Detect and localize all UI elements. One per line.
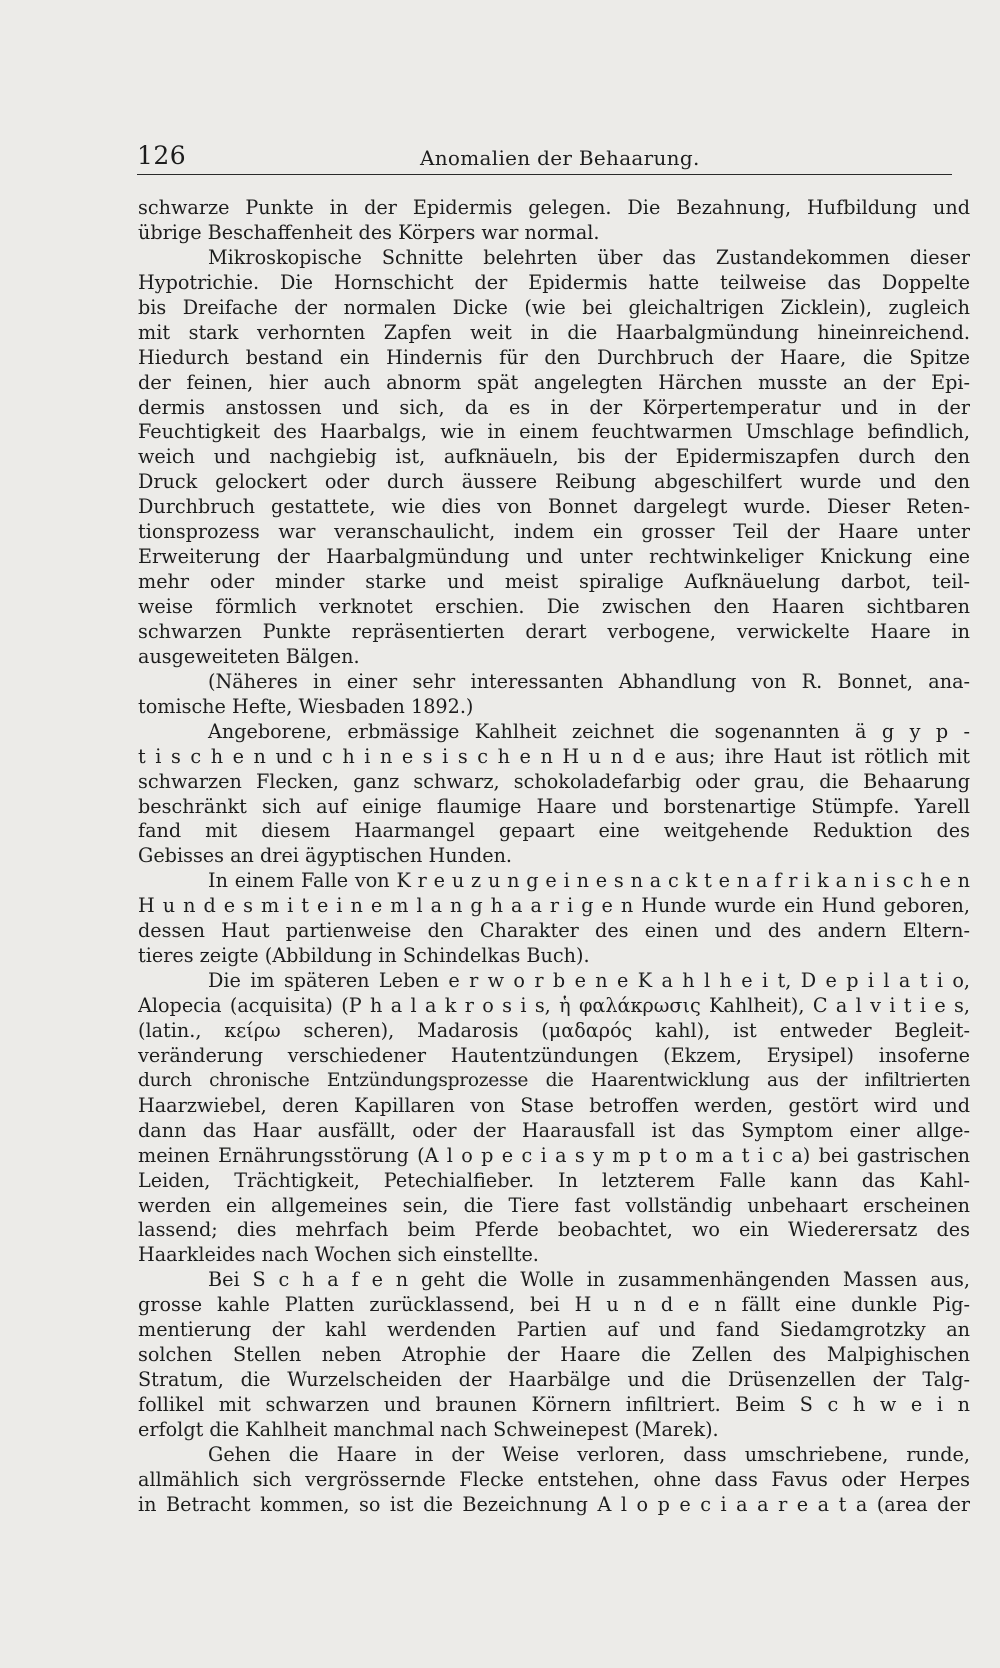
text-line: Gehen die Haare in der Weise verloren, dass umschriebene, runde, [208, 1442, 970, 1466]
text-line: grosse kahle Platten zurücklassend, bei H u n d e n fällt eine dunkle Pig- [138, 1293, 970, 1317]
text-line: Gebisses an drei ägyptischen Hunden. [138, 844, 513, 868]
text-line: Die im späteren Leben e r w o r b e n e K a h l h e i t, D e p i l a t i o, [208, 969, 970, 993]
text-line: solchen Stellen neben Atrophie der Haare die Zellen des Malpighischen [138, 1343, 970, 1367]
text-line: schwarzen Punkte repräsentierten derart verbogene, verwickelte Haare in [138, 619, 970, 643]
text-line: Mikroskopische Schnitte belehrten über das Zustandekommen dieser [208, 245, 970, 269]
text-line: (Näheres in einer sehr interessanten Abhandlung von R. Bonnet, ana- [208, 669, 970, 693]
text-line: beschränkt sich auf einige flaumige Haare und borstenartige Stümpfe. Yarell [138, 794, 970, 818]
text-line: Haarkleides nach Wochen sich einstellte. [138, 1243, 539, 1267]
text-line: werden ein allgemeines sein, die Tiere fast vollständig unbehaart erscheinen [138, 1193, 970, 1217]
text-line: Hypotrichie. Die Hornschicht der Epidermis hatte teilweise das Doppelte [138, 270, 970, 294]
text-line: dermis anstossen und sich, da es in der Körpertemperatur und in der [138, 395, 970, 419]
running-title: Anomalien der Behaarung. [420, 146, 700, 170]
text-line: schwarze Punkte in der Epidermis gelegen. Die Bezahnung, Hufbildung und [138, 196, 970, 219]
text-line: veränderung verschiedener Hautentzündungen (Ekzem, Erysipel) insoferne [138, 1043, 970, 1067]
text-line: (latin., κείρω scheren), Madarosis (μαδαρός kahl), ist entweder Begleit- [138, 1018, 970, 1042]
text-line: t i s c h e n und c h i n e s i s c h e n H u n d e aus; ihre Haut ist rötlich mit [138, 744, 970, 768]
text-line: Angeborene, erbmässige Kahlheit zeichnet die sogenannten ä g y p - [208, 719, 970, 743]
text-line: allmählich sich vergrössernde Flecke entstehen, ohne dass Favus oder Herpes [138, 1467, 970, 1491]
text-line: Feuchtigkeit des Haarbalgs, wie in einem feuchtwarmen Umschlage befindlich, [138, 420, 970, 444]
text-line: tomische Hefte, Wiesbaden 1892.) [138, 694, 474, 718]
text-line: Durchbruch gestattete, wie dies von Bonnet dargelegt wurde. Dieser Reten- [138, 495, 970, 519]
text-line: H u n d e s m i t e i n e m l a n g h a a r i g e n Hunde wurde ein Hund geboren, [138, 894, 970, 918]
text-line: In einem Falle von K r e u z u n g e i n e s n a c k t e n a f r i k a n i s c h e n [208, 869, 970, 893]
text-line: der feinen, hier auch abnorm spät angelegten Härchen musste an der Epi- [138, 370, 970, 394]
text-line: Leiden, Trächtigkeit, Petechialfieber. In letzterem Falle kann das Kahl- [138, 1168, 970, 1192]
text-line: dann das Haar ausfällt, oder der Haarausfall ist das Symptom einer allge- [138, 1118, 970, 1142]
text-line: fand mit diesem Haarmangel gepaart eine weitgehende Reduktion des [138, 819, 970, 843]
text-line: durch chronische Entzündungsprozesse die Haarentwicklung aus der infiltrierten [138, 1069, 970, 1091]
text-line: tieres zeigte (Abbildung in Schindelkas Buch). [138, 944, 590, 968]
text-line: Stratum, die Wurzelscheiden der Haarbälge und die Drüsenzellen der Talg- [138, 1368, 970, 1392]
text-line: mit stark verhornten Zapfen weit in die Haarbalgmündung hineinreichend. [138, 320, 970, 344]
text-line: Haarzwiebel, deren Kapillaren von Stase betroffen werden, gestört wird und [138, 1093, 970, 1117]
text-line: mehr oder minder starke und meist spiralige Aufknäuelung darbot, teil- [138, 570, 970, 594]
text-line: ausgeweiteten Bälgen. [138, 644, 360, 668]
body-text [138, 196, 970, 1518]
text-line: meinen Ernährungsstörung (A l o p e c i a s y m p t o m a t i c a) bei gastrischen [138, 1143, 970, 1167]
text-line: Erweiterung der Haarbalgmündung und unter rechtwinkeliger Knickung eine [138, 545, 970, 569]
text-line: weich und nachgiebig ist, aufknäueln, bis der Epidermiszapfen durch den [138, 445, 970, 469]
text-line: Druck gelockert oder durch äussere Reibung abgeschilfert wurde und den [138, 470, 970, 494]
page-number: 126 [137, 141, 187, 170]
text-line: dessen Haut partienweise den Charakter des einen und des andern Eltern- [138, 919, 970, 943]
text-line: tionsprozess war veranschaulicht, indem ein grosser Teil der Haare unter [138, 520, 970, 544]
text-line: follikel mit schwarzen und braunen Körnern infiltriert. Beim S c h w e i n [138, 1393, 970, 1416]
text-line: Hiedurch bestand ein Hindernis für den Durchbruch der Haare, die Spitze [138, 345, 970, 369]
text-line: schwarzen Flecken, ganz schwarz, schokoladefarbig oder grau, die Behaarung [138, 769, 970, 793]
text-line: bis Dreifache der normalen Dicke (wie bei gleichaltrigen Zicklein), zugleich [138, 295, 970, 319]
text-line: Alopecia (acquisita) (P h a l a k r o s i s, ἡ φαλάκρωσις Kahlheit), C a l v i t i e s, [138, 994, 970, 1017]
text-line: mentierung der kahl werdenden Partien auf und fand Siedamgrotzky an [138, 1318, 970, 1342]
text-line: lassend; dies mehrfach beim Pferde beobachtet, wo ein Wiederersatz des [138, 1218, 970, 1242]
text-line: in Betracht kommen, so ist die Bezeichnung A l o p e c i a a r e a t a (area der [138, 1492, 970, 1516]
text-line: übrige Beschaffenheit des Körpers war normal. [138, 220, 600, 244]
page-header [137, 138, 952, 175]
text-line: weise förmlich verknotet erschien. Die zwischen den Haaren sichtbaren [138, 595, 970, 618]
text-line: Bei S c h a f e n geht die Wolle in zusammenhängenden Massen aus, [208, 1268, 970, 1292]
text-line: erfolgt die Kahlheit manchmal nach Schweinepest (Marek). [138, 1417, 719, 1441]
